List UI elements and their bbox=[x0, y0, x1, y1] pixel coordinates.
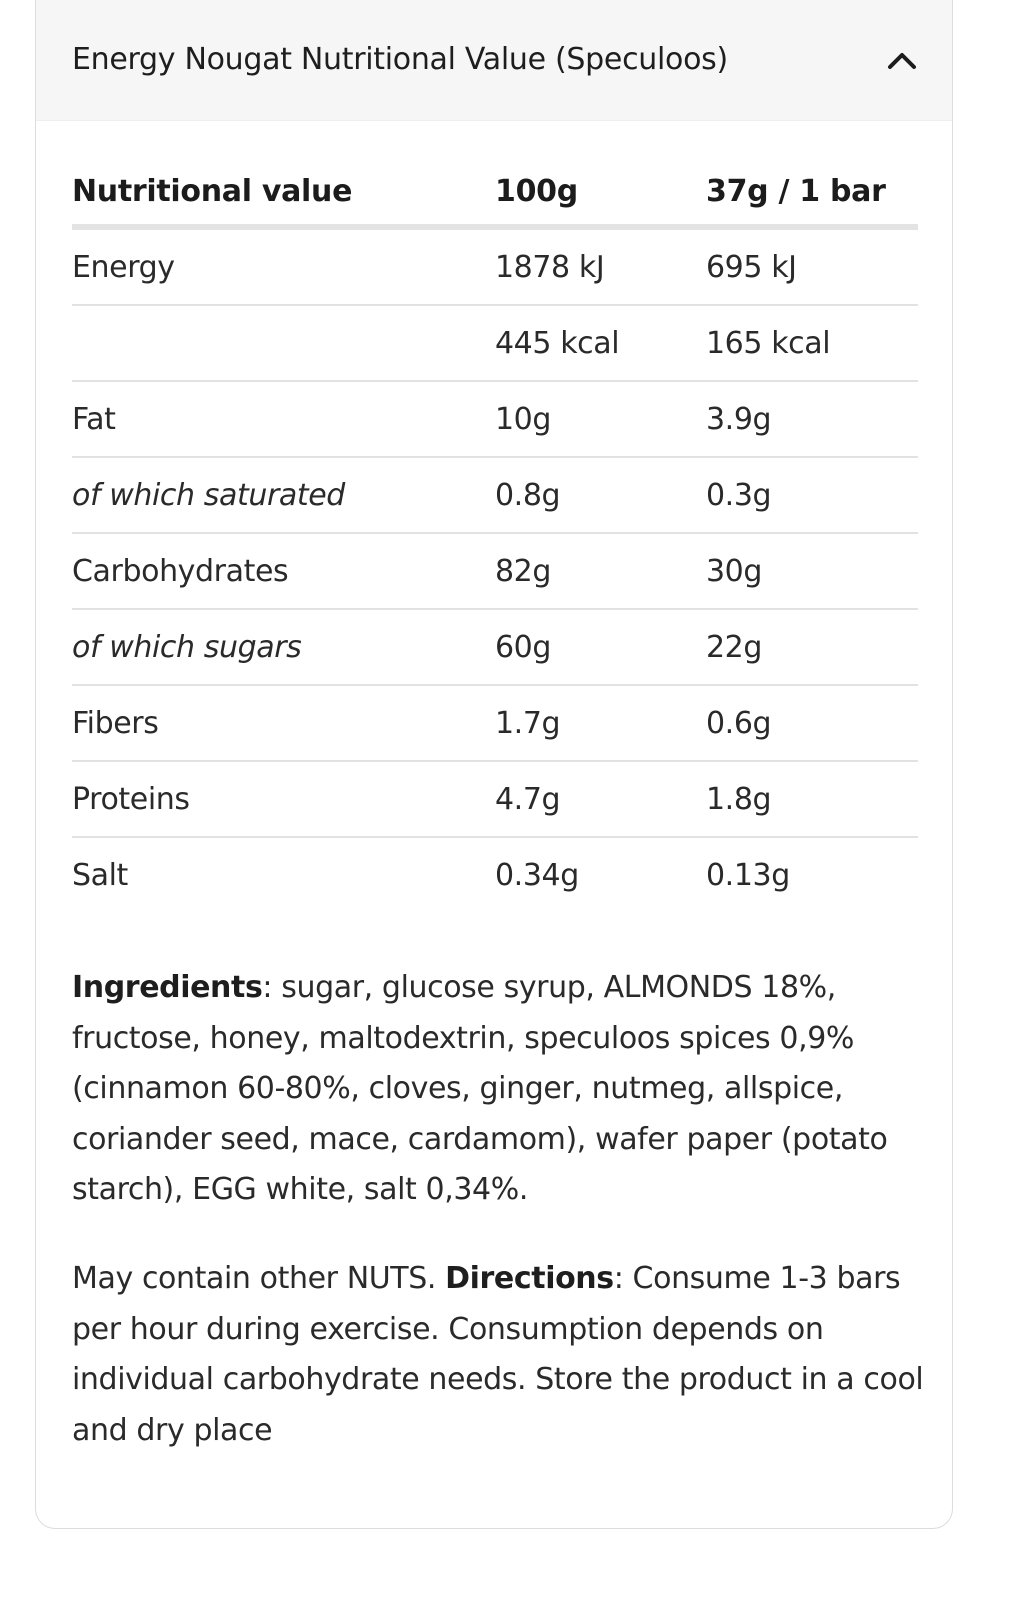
column-header-100g: 100g bbox=[495, 174, 578, 209]
row-label: Proteins bbox=[72, 782, 190, 817]
value-per-bar: 22g bbox=[706, 630, 763, 665]
table-row bbox=[72, 610, 918, 686]
directions-text bbox=[72, 1254, 932, 1456]
directions-body: : Consume 1-3 bars per hour during exercise. Consumption depends on individual carbohydrate needs. Store the product in a cool and dry place bbox=[72, 1261, 924, 1448]
value-per-100g: 10g bbox=[495, 402, 552, 437]
column-header-nutritional-value: Nutritional value bbox=[72, 174, 353, 209]
value-per-bar: 0.3g bbox=[706, 478, 772, 513]
accordion-title: Energy Nougat Nutritional Value (Speculoos) bbox=[72, 42, 728, 77]
row-label: Fibers bbox=[72, 706, 159, 741]
nutrition-table bbox=[72, 152, 918, 914]
row-label: Energy bbox=[72, 250, 175, 285]
ingredients-list: : sugar, glucose syrup, ALMONDS 18%, fructose, honey, maltodextrin, speculoos spices 0,9% (cinnamon 60-80%, cloves, ginger, nutmeg, allspice, coriander seed, mace, cardamom), wafer paper (potato starch), EGG white, salt 0,34%. bbox=[72, 970, 888, 1207]
value-per-100g: 445 kcal bbox=[495, 326, 620, 361]
value-per-100g: 0.8g bbox=[495, 478, 561, 513]
row-label: Fat bbox=[72, 402, 116, 437]
table-row bbox=[72, 762, 918, 838]
nutrition-accordion bbox=[35, 0, 953, 1529]
ingredients-text bbox=[72, 963, 932, 1216]
row-label: Salt bbox=[72, 858, 128, 893]
value-per-100g: 4.7g bbox=[495, 782, 561, 817]
table-header bbox=[72, 152, 918, 230]
table-row bbox=[72, 382, 918, 458]
table-row bbox=[72, 306, 918, 382]
row-label: of which sugars bbox=[72, 630, 302, 665]
chevron-up-icon[interactable] bbox=[882, 42, 922, 78]
value-per-bar: 0.6g bbox=[706, 706, 772, 741]
table-row bbox=[72, 686, 918, 762]
table-body bbox=[72, 230, 918, 914]
value-per-bar: 1.8g bbox=[706, 782, 772, 817]
value-per-100g: 1.7g bbox=[495, 706, 561, 741]
value-per-100g: 60g bbox=[495, 630, 552, 665]
allergen-notice: May contain other NUTS. bbox=[72, 1261, 446, 1296]
table-row bbox=[72, 458, 918, 534]
accordion-header[interactable] bbox=[36, 0, 952, 121]
directions-label: Directions bbox=[445, 1261, 614, 1296]
value-per-bar: 30g bbox=[706, 554, 763, 589]
value-per-bar: 165 kcal bbox=[706, 326, 831, 361]
table-row bbox=[72, 534, 918, 610]
value-per-bar: 3.9g bbox=[706, 402, 772, 437]
value-per-100g: 82g bbox=[495, 554, 552, 589]
value-per-100g: 1878 kJ bbox=[495, 250, 605, 285]
column-header-per-bar: 37g / 1 bar bbox=[706, 174, 886, 209]
value-per-100g: 0.34g bbox=[495, 858, 579, 893]
row-label: of which saturated bbox=[72, 478, 345, 513]
table-row bbox=[72, 838, 918, 914]
row-label: Carbohydrates bbox=[72, 554, 289, 589]
ingredients-label: Ingredients bbox=[72, 970, 263, 1005]
value-per-bar: 0.13g bbox=[706, 858, 790, 893]
table-row bbox=[72, 230, 918, 306]
value-per-bar: 695 kJ bbox=[706, 250, 797, 285]
